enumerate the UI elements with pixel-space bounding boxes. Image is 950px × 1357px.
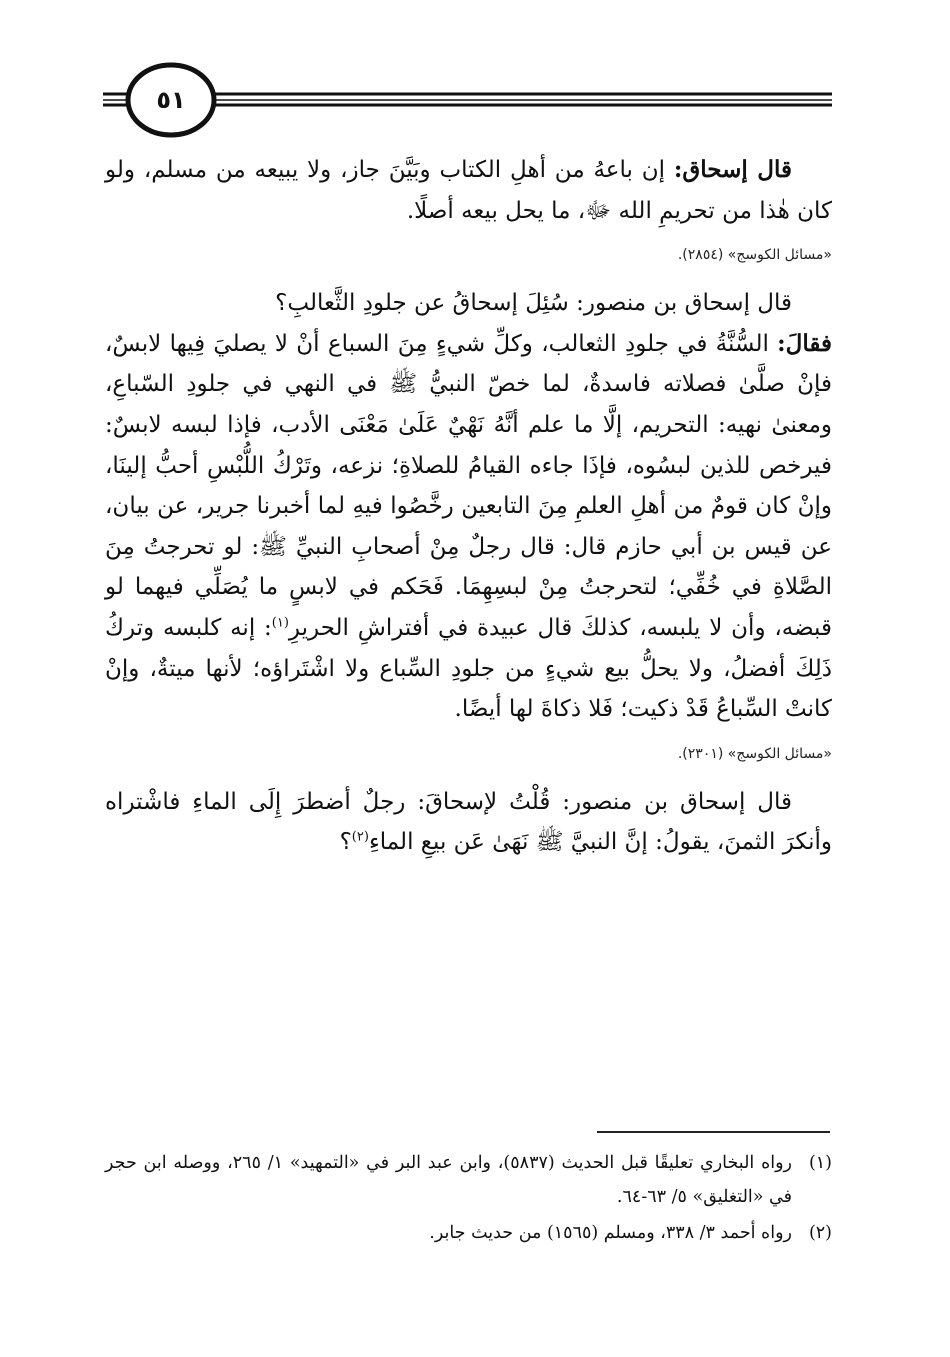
- paragraph-text: ؟: [339, 829, 352, 856]
- paragraph: [105, 150, 832, 231]
- paragraph-text: قال إسحاق بن منصور: قُلْتُ لإسحاقَ: رجلٌ أضطرَ إِلَى الماءِ فاشْتراه وأنكرَ الثمنَ، يقولُ: إنَّ النبيَّ ﷺ نَهَىٰ عَن بيعِ الماءِ: [105, 788, 832, 856]
- page-header: [0, 55, 950, 145]
- paragraph-text: : إنه كلبسه وتركُ ذَلِكَ أفضلُ، ولا يحلُّ بيع شيءٍ من جلودِ السِّباع ولا اشْتَراؤه؛ لأنها ميتةٌ، وإنْ كانتْ السِّباعُ قَدْ ذكيت؛ فَلا ذكاةَ لها أيضًا.: [105, 614, 832, 723]
- footnote-text: رواه البخاري تعليقًا قبل الحديث (٥٨٣٧)، وابن عبد البر في «التمهيد» ١/ ٢٦٥، ووصله ابن حجر في «التغليق» ٥/ ٦٣-٦٤.: [105, 1153, 792, 1207]
- footnote-ref[interactable]: (١): [271, 615, 289, 631]
- paragraph-text: إن باعهُ من أهلِ الكتاب وبَيَّنَ جاز، ولا يبيعه من مسلم، ولو كان هٰذا من تحريمِ الله ﷻ، ما يحل بيعه أصلًا.: [105, 157, 832, 224]
- paragraph-text: قال إسحاق بن منصور: سُئِلَ إسحاقُ عن جلودِ الثَّعالبِ؟: [275, 290, 792, 317]
- source-citation: «مسائل الكوسج» (٢٨٥٤).: [677, 247, 832, 264]
- footnote-text: رواه أحمد ٣/ ٣٣٨، ومسلم (١٥٦٥) من حديث جابر.: [429, 1223, 792, 1243]
- footnote: [105, 1216, 832, 1250]
- footnote: [105, 1146, 832, 1214]
- paragraph: [105, 283, 832, 324]
- page-number: ٥١: [156, 86, 186, 114]
- paragraph-text: السُّنَّةُ في جلودِ الثعالب، وكلِّ شيءٍ مِنَ السباع أنْ لا يصليَ فِيها لابسٌ، فإنْ صلَّىٰ فصلاته فاسدةٌ، لما خصّ النبيُّ ﷺ في النهي في جلودِ السّباعِ، ومعنىٰ نهيه: التحريم، إلَّا ما علم أنَّهُ نَهْيٌ عَلَىٰ مَعْنَى الأدب، فإذا لبسه لابسٌ: فيرخص للذين لبسُوه، فإذَا جاءه القيامُ للصلاةِ؛ نزعه، وتَرْكُ اللُّبْسِ أحبُّ إلينَا، وإنْ كان قومٌ من أهلِ العلمِ مِنَ التابعين رخَّصُوا فيهِ لما أخبرنا جرير، عن بيان، عن قيس بن أبي حازم قال: قال رجلٌ مِنْ أصحابِ النبيِّ ﷺ: لو تحرجتُ مِنَ الصَّلاةِ في خُفِّي؛ لتحرجتُ مِنْ لبسِهِمَا. فَحَكم في لابسٍ ما يُصَلِّي فيهما لو قبضه، وأن لا يلبسه، كذلكَ قال عبيدة في أفتراشِ الحريرِ: [105, 330, 832, 641]
- footnotes: [105, 1146, 832, 1252]
- footnote-divider: [597, 1131, 830, 1133]
- source-citation: «مسائل الكوسج» (٢٣٠١).: [677, 745, 832, 762]
- footnote-number: (٢): [808, 1223, 832, 1243]
- paragraph: [105, 782, 832, 863]
- footnote-number: (١): [808, 1153, 832, 1173]
- main-text: [105, 150, 832, 863]
- footnote-ref[interactable]: (٢): [351, 829, 369, 845]
- speaker-label: فقالَ:: [777, 329, 832, 357]
- paragraph: [105, 324, 832, 730]
- speaker-label: قال إسحاق:: [673, 156, 792, 183]
